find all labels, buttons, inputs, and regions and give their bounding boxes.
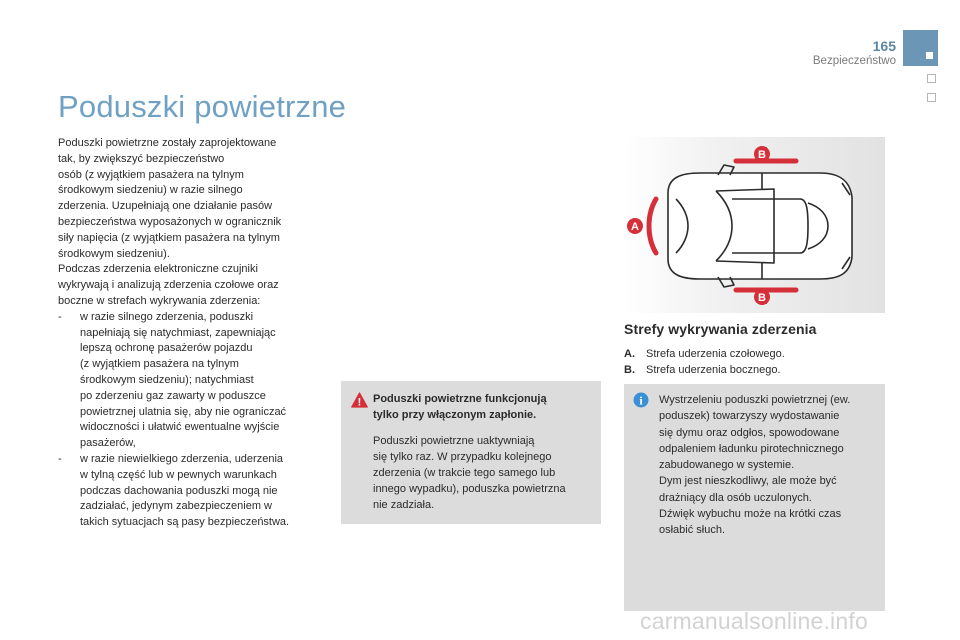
bullet-item-strong-impact — [58, 310, 328, 452]
bullet-line: środkowym siedzeniu); natychmiast — [80, 373, 254, 386]
warning-title-line: tylko przy włączonym zapłonie. — [373, 409, 537, 421]
bullet-item-light-impact — [58, 452, 328, 531]
info-text — [659, 392, 879, 539]
zone-key: B. — [624, 364, 635, 376]
warning-box — [341, 381, 601, 524]
bullet-line: po zderzeniu gaz zawarty w poduszce — [80, 389, 266, 402]
warning-text — [373, 433, 595, 513]
intro-line: Poduszki powietrzne zostały zaprojektowane — [58, 137, 277, 149]
info-line: zabudowanego w systemie. — [659, 459, 795, 472]
intro-line: siły napięcia (z wyjątkiem pasażera na tylnym — [58, 231, 280, 244]
page-number: 165 — [872, 38, 896, 54]
bullet-line: takich sytuacjach są pasy bezpieczeństwa. — [80, 516, 290, 529]
intro-line: środkowym siedzeniu). — [58, 247, 170, 260]
bullet-line: podczas dachowania poduszki mogą nie — [80, 484, 278, 497]
bullet-line: zadziałać, jedynym zabezpieczeniem w — [80, 500, 272, 513]
chapter-tab-marker — [926, 52, 933, 59]
zone-item — [624, 346, 884, 362]
warning-text-line: zderzenia (w trakcie tego samego lub — [373, 467, 556, 479]
intro-line: bezpieczeństwa wyposażonych w ogranicznik — [58, 215, 282, 228]
info-line: osłabić słuch. — [659, 524, 726, 537]
warning-title-line: Poduszki powietrzne funkcjonują — [373, 393, 547, 405]
zone-item — [624, 362, 884, 378]
bullet-line: lepszą ochronę pasażerów pojazdu — [80, 342, 253, 355]
label-b-top-text: B — [758, 149, 766, 161]
impact-zones-figure — [624, 137, 885, 313]
info-line: poduszek) towarzyszy wydostawanie — [659, 410, 840, 423]
intro-line: wykrywają i analizują zderzenia czołowe oraz — [58, 279, 279, 292]
warning-text-line: Poduszki powietrzne uaktywniają — [373, 435, 535, 447]
bullet-line: w tylną część lub w pewnych warunkach — [80, 468, 277, 481]
chapter-tab-empty-1[interactable] — [927, 74, 936, 83]
warning-icon — [351, 392, 368, 408]
intro-text — [58, 136, 328, 531]
warning-text-line: się tylko raz. W przypadku kolejnego — [373, 451, 552, 463]
watermark: carmanualsonline.info — [640, 608, 868, 634]
bullet-line: (z wyjątkiem pasażera na tylnym — [80, 358, 239, 371]
bullet-dash: - — [58, 310, 62, 323]
label-b-bottom — [754, 289, 770, 305]
intro-line: boczne w strefach wykrywania zderzenia: — [58, 294, 261, 307]
info-line: Dźwięk wybuchu może na krótki czas — [659, 508, 842, 521]
zone-description: Strefa uderzenia bocznego. — [646, 364, 781, 376]
intro-line: osób (z wyjątkiem pasażera na tylnym — [58, 168, 244, 181]
info-line: drażniący dla osób uczulonych. — [659, 491, 812, 504]
zone-key: A. — [624, 348, 635, 360]
label-a-text: A — [631, 221, 639, 233]
car-outline — [668, 165, 852, 287]
car-top-view-illustration — [624, 137, 885, 313]
page-title: Poduszki powietrzne — [58, 89, 347, 124]
label-a — [627, 218, 643, 234]
zone-list — [624, 346, 884, 378]
bullet-line: w razie niewielkiego zderzenia, uderzenia — [80, 452, 284, 465]
front-impact-zone-marker — [649, 199, 656, 253]
info-box — [624, 384, 885, 611]
info-line: Wystrzeleniu poduszki powietrznej (ew. — [659, 394, 851, 406]
intro-line: zderzenia. Uzupełniają one działanie pasów — [58, 200, 273, 213]
warning-text-line: innego wypadku), poduszka powietrzna — [373, 483, 566, 495]
info-line: Dym jest nieszkodliwy, ale może być — [659, 475, 837, 488]
bullet-line: napełniają się natychmiast, zapewniając — [80, 326, 276, 339]
warning-text-line: nie zadziała. — [373, 499, 435, 511]
bullet-line: powietrznej ulatnia się, aby nie ograniczać — [80, 405, 287, 418]
info-icon — [633, 392, 649, 408]
label-b-top — [754, 146, 770, 162]
label-b-bottom-text: B — [758, 292, 766, 304]
intro-line: środkowym siedzeniu) w razie silnego — [58, 184, 243, 197]
intro-line: Podczas zderzenia elektroniczne czujniki — [58, 263, 258, 276]
bullet-line: widoczności i ułatwić ewentualne wyjście — [80, 421, 280, 434]
bullet-dash: - — [58, 452, 62, 465]
warning-icon-glyph: ! — [357, 396, 362, 408]
intro-line: tak, by zwiększyć bezpieczeństwo — [58, 152, 225, 165]
bullet-line: w razie silnego zderzenia, poduszki — [80, 310, 254, 323]
info-line: odpaleniem ładunku pirotechnicznego — [659, 442, 844, 455]
info-icon-glyph: i — [639, 393, 643, 408]
chapter-tab-active[interactable] — [903, 30, 938, 66]
bullet-line: pasażerów, — [80, 437, 136, 450]
info-line: się dymu oraz odgłos, spowodowane — [659, 426, 840, 439]
chapter-tab-empty-2[interactable] — [927, 93, 936, 102]
zone-description: Strefa uderzenia czołowego. — [646, 348, 785, 360]
zones-section-title: Strefy wykrywania zderzenia — [624, 321, 817, 337]
chapter-label: Bezpieczeństwo — [812, 55, 896, 67]
warning-title — [373, 391, 593, 423]
